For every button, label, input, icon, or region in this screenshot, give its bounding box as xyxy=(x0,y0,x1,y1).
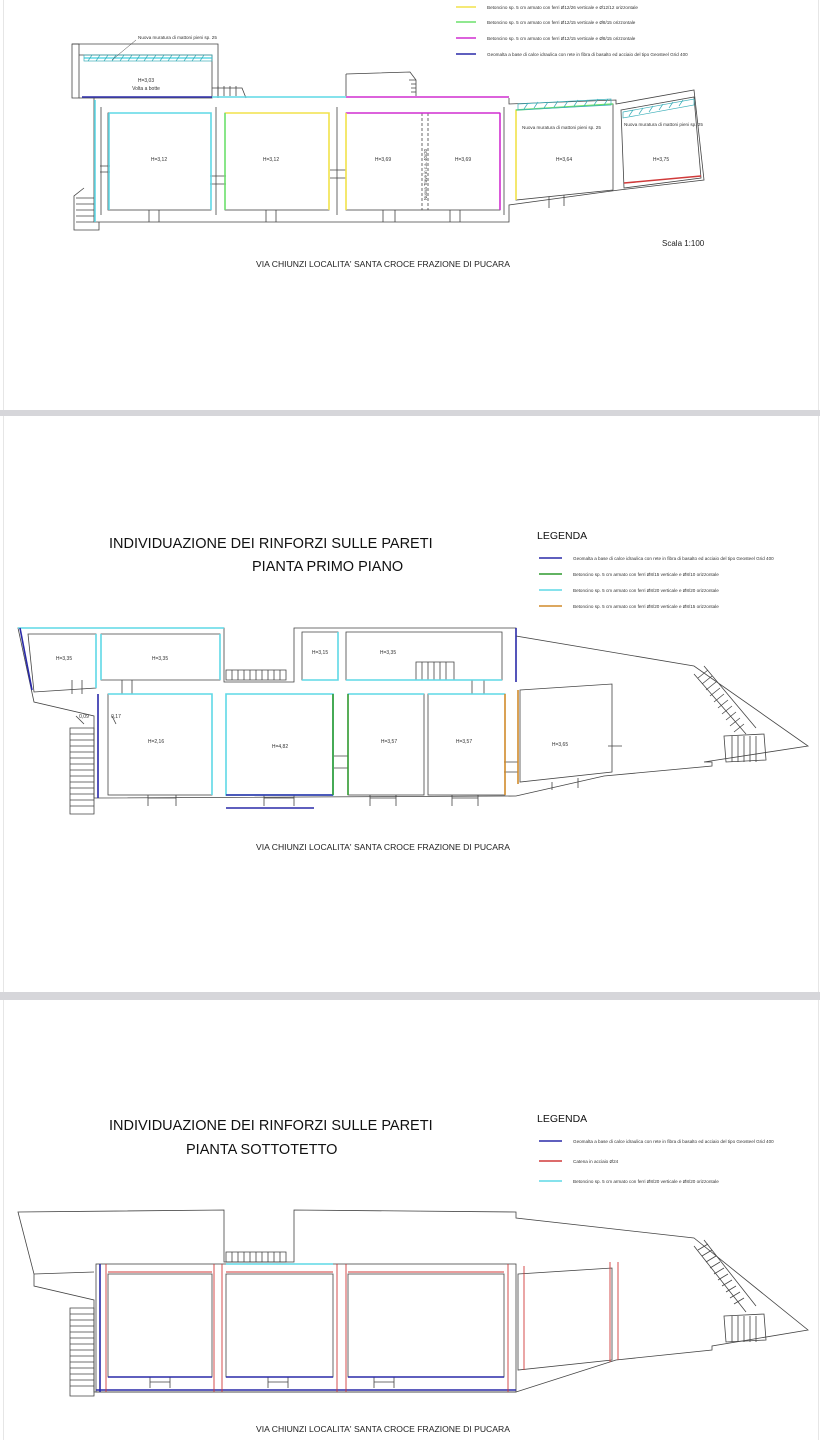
room-height: H=3,57 xyxy=(455,739,473,745)
legend-text: Catena in acciaio Ø24 xyxy=(573,1159,619,1164)
room-height: H=3,75 xyxy=(652,157,670,163)
room-height: H=3,57 xyxy=(380,739,398,745)
legend-text: Betoncino sp. 5 cm armato con ferri Ø12/15 verticale e Ø8/15 orizzontale xyxy=(487,20,636,25)
sheet-separator xyxy=(0,992,820,1000)
floor-plan-attic xyxy=(4,1000,818,1440)
room-height: H=4,82 xyxy=(271,744,289,750)
legend-text: Betoncino sp. 5 cm armato con ferri Ø8/20 verticale e Ø8/20 orizzontale xyxy=(573,1179,719,1184)
room-height: H=3,35 xyxy=(379,650,397,656)
room-height: H=3,69 xyxy=(374,157,392,163)
legend-attic xyxy=(537,1113,774,1184)
legend-title: LEGENDA xyxy=(537,1113,588,1125)
legend-text: Geomalta a base di calce idraulica con rete in fibra di basalto ed acciaio del tipo Geosteel Grid 400 xyxy=(573,556,774,561)
legend-ground xyxy=(456,5,688,57)
sheet-ground-floor xyxy=(3,0,819,410)
floor-plan-first-floor xyxy=(4,416,818,992)
sheet-subtitle: PIANTA PRIMO PIANO xyxy=(252,559,404,575)
legend-text: Betoncino sp. 5 cm armato con ferri Ø8/20 verticale e Ø8/15 orizzontale xyxy=(573,604,719,609)
sheet-subtitle: PIANTA SOTTOTETTO xyxy=(186,1142,338,1158)
legend-title: LEGENDA xyxy=(537,530,588,542)
dimension-label: 0,17 xyxy=(111,714,121,720)
note-new-wall: Nuova muratura di mattoni pieni sp. 25 xyxy=(138,35,217,40)
sheet-title: INDIVIDUAZIONE DEI RINFORZI SULLE PARETI xyxy=(109,536,433,552)
room-height: H=2,16 xyxy=(147,739,165,745)
room-height: H=3,69 xyxy=(454,157,472,163)
address-label: VIA CHIUNZI LOCALITA' SANTA CROCE FRAZIONE DI PUCARA xyxy=(256,1424,510,1434)
room-height: H=3,15 xyxy=(311,650,329,656)
room-height: H=3,64 xyxy=(555,157,573,163)
beam-label: Nuova Trave in c.a. 40x20 xyxy=(423,148,428,200)
legend-first-floor xyxy=(537,530,774,609)
note-new-wall: Nuova muratura di mattoni pieni sp. 25 xyxy=(624,122,703,127)
sheet-first-floor xyxy=(3,416,819,992)
note-new-wall: Nuova muratura di mattoni pieni sp. 25 xyxy=(522,125,601,130)
room-height: H=3,35 xyxy=(151,656,169,662)
room-height: H=3,35 xyxy=(55,656,73,662)
address-label: VIA CHIUNZI LOCALITA' SANTA CROCE FRAZIONE DI PUCARA xyxy=(256,842,510,852)
sheet-attic xyxy=(3,1000,819,1440)
address-label: VIA CHIUNZI LOCALITA' SANTA CROCE FRAZIONE DI PUCARA xyxy=(256,259,510,269)
room-height: H=3,65 xyxy=(551,742,569,748)
legend-text: Betoncino sp. 5 cm armato con ferri Ø8/15 verticale e Ø8/10 orizzontale xyxy=(573,572,719,577)
legend-text: Geomalta a base di calce idraulica con rete in fibra di basalto ed acciaio del tipo Geosteel Grid 400 xyxy=(487,52,688,57)
legend-text: Betoncino sp. 5 cm armato con ferri Ø8/20 verticale e Ø8/20 orizzontale xyxy=(573,588,719,593)
room-height: H=3,12 xyxy=(262,157,280,163)
legend-text: Betoncino sp. 5 cm armato con ferri Ø12/15 verticale e Ø8/15 orizzontale xyxy=(487,36,636,41)
floor-plan-ground xyxy=(4,0,818,410)
legend-text: Betoncino sp. 5 cm armato con ferri Ø12/26 verticale e Ø12/12 orizzontale xyxy=(487,5,638,10)
scale-label: Scala 1:100 xyxy=(662,239,705,248)
room-height: H=3,03 xyxy=(137,78,155,84)
room-height: H=3,12 xyxy=(150,157,168,163)
legend-text: Geomalta a base di calce idraulica con rete in fibra di basalto ed acciaio del tipo Geosteel Grid 400 xyxy=(573,1139,774,1144)
dimension-label: 0,09 xyxy=(79,714,89,720)
vault-label: Volta a botte xyxy=(132,86,160,92)
sheet-title: INDIVIDUAZIONE DEI RINFORZI SULLE PARETI xyxy=(109,1118,433,1134)
